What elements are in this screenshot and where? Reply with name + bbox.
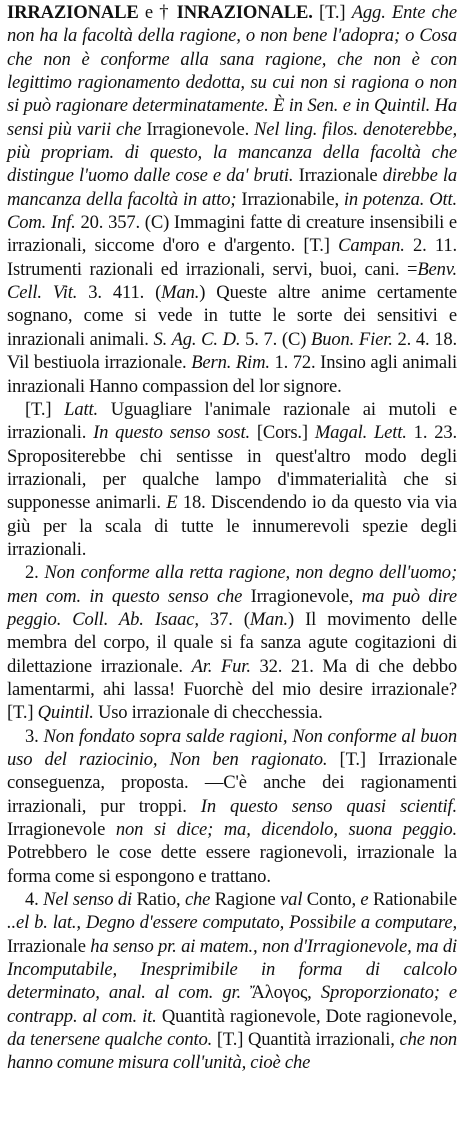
sense-paragraph [7, 725, 457, 888]
italic-segment: S. Ag. C. D. [153, 328, 241, 350]
italic-segment: da tenersene qualche conto. [7, 1029, 213, 1051]
text-segment: 32. 21. Ma di che debbo lamentarmi, ahi lassa! Fuorchè del mio desire irrazionale? [T.] [7, 655, 458, 724]
text-segment: 20. 357. (C) Immagini fatte di creature insensibili e irrazionali, siccome d'oro e d'argento. [T.] [7, 212, 458, 257]
text-segment: 18. Discendendo io da questo via via giù per la scala di tutte le innumerevoli spezie degli irrazionali. [7, 492, 457, 560]
italic-segment: Campan. [338, 235, 405, 257]
text-segment: [T.] [312, 2, 352, 23]
italic-segment: Bern. Rim. [191, 352, 270, 374]
entry-headword-paragraph [7, 1, 457, 398]
text-segment: Quantità ragionevole, Dote ragionevole, [156, 1005, 457, 1027]
italic-segment: ..el b. lat., Degno d'essere computato, Possibile a computare, [7, 912, 457, 934]
text-segment: 2. [25, 562, 45, 584]
italic-segment: Sproporzionato; e contrapp. al com. it. [7, 982, 458, 1027]
headword: INRAZIONALE. [176, 2, 313, 23]
text-segment: Conto, [302, 889, 361, 911]
text-segment: 3. 411. ( [77, 282, 162, 304]
italic-segment: che [184, 889, 211, 911]
text-segment: 1. 23. Spropositerebbe chi sentisse in quest'altro modo degli irrazionali, per qualche lampo d'immaterialità che si supponesse animarli. [7, 422, 457, 514]
text-segment: [Cors.] [249, 422, 315, 444]
italic-segment: Latt. [64, 398, 98, 420]
italic-segment: In questo senso sost. [93, 422, 250, 444]
text-segment: Uguagliare l'animale razionale ai mutoli e irrazionali. [7, 398, 458, 444]
italic-segment: Man. [161, 282, 200, 304]
italic-segment: che non hanno comune misura coll'unità, cioè che [7, 1029, 457, 1074]
italic-segment: Non conforme alla retta ragione, non degno dell'uomo; men com. in questo senso che [7, 562, 457, 607]
text-segment: 37. ( [198, 608, 250, 630]
text-segment: e † [138, 2, 177, 23]
text-segment: Irragionevole [7, 819, 116, 841]
italic-segment: Nel ling. filos. denoterebbe, più propriam. di questo, la mancanza della facoltà che distingue l'uomo dalle cose e da' bruti. [7, 118, 457, 187]
text-segment: 4. [25, 889, 44, 911]
italic-segment: Ar. Fur. [191, 655, 251, 677]
italic-segment: Agg. Ente che non ha la facoltà della ragione, o non bene l'adopra; o Cosa che non è conforme alla sana ragione, che non è con legittimo ragionamento dedotta, su cui non si ragiona o non si può ragionare determinatamente. È in Sen. e in Quintil. Ha sensi più varii che [7, 2, 457, 140]
text-segment: Potrebbero le cose dette essere ragionevoli, irrazionale la forma come si espongono e trattano. [7, 842, 457, 887]
sense-paragraph [7, 561, 457, 724]
text-segment: Irrazionale [7, 935, 91, 957]
text-segment: 5. 7. (C) [240, 328, 311, 350]
italic-segment: Benv. Cell. Vit. [7, 258, 457, 304]
text-segment: 2. 11. Istrumenti razionali ed irrazionali, servi, buoi, cani. = [7, 235, 457, 280]
italic-segment: direbbe la mancanza della facoltà in atto; [7, 165, 457, 210]
text-segment: [T.] Irrazionale conseguenza, proposta. —C'è anche dei ragionamenti irrazionali, pur troppi. [7, 749, 457, 817]
italic-segment: val [280, 889, 303, 911]
italic-segment: e [360, 889, 369, 911]
italic-segment: ha senso pr. ai matem., non d'Irragionevole, ma di Incomputabile, Inesprimibile in forma di calcolo determinato, anal. al com. gr. [7, 935, 458, 1004]
text-segment: 3. [25, 725, 44, 747]
text-segment: ) Il movimento delle membra del corpo, il quale si fa sanza agute cogitazioni di dilettazione irrazionale. [7, 608, 457, 677]
italic-segment: Magal. Lett. [314, 422, 407, 444]
text-segment: 2. 4. 18. Vil bestiuola irrazionale. [7, 328, 457, 374]
text-segment: Ragione [210, 889, 281, 911]
headword: IRRAZIONALE [7, 2, 139, 23]
sense-paragraph [7, 888, 457, 1075]
italic-segment: Man. [249, 608, 288, 630]
italic-segment: Buon. Fier. [310, 328, 393, 350]
italic-segment: ma può dire peggio. Coll. Ab. Isaac, [7, 585, 457, 630]
italic-segment: Nel senso di [43, 889, 133, 911]
italic-segment: non si dice; ma, dicendolo, suona peggio. [115, 819, 457, 841]
text-segment: Rationabile [368, 889, 458, 911]
italic-segment: Non fondato sopra salde ragioni, Non conforme al buon uso del raziocinio, Non ben ragionato. [7, 725, 457, 770]
text-segment: [T.] Quantità irrazionali, [212, 1029, 400, 1051]
text-segment: Uso irrazionale di checchessia. [93, 702, 323, 724]
text-segment: Irrazionale [293, 165, 383, 187]
text-segment: Ἄλογος, [241, 982, 321, 1004]
italic-segment: Quintil. [37, 702, 94, 724]
text-segment: 1. 72. Insino agli animali inrazionali Hanno compassion del lor signore. [7, 352, 457, 397]
sense-paragraph [7, 398, 457, 561]
italic-segment: E [166, 492, 178, 514]
text-segment: ) Queste altre anime certamente sognano, come si vede in tutte le sorte dei sensitivi e inrazionali animali. [7, 282, 457, 350]
text-segment: Irragionevole, [242, 585, 362, 607]
italic-segment: in potenza. Ott. Com. Inf. [7, 188, 457, 234]
text-segment: Irrazionabile, [236, 188, 344, 210]
text-segment: Ratio, [132, 889, 185, 911]
text-segment: Irragionevole. [141, 118, 255, 140]
text-segment: [T.] [25, 398, 65, 420]
italic-segment: In questo senso quasi scientif. [200, 795, 457, 817]
